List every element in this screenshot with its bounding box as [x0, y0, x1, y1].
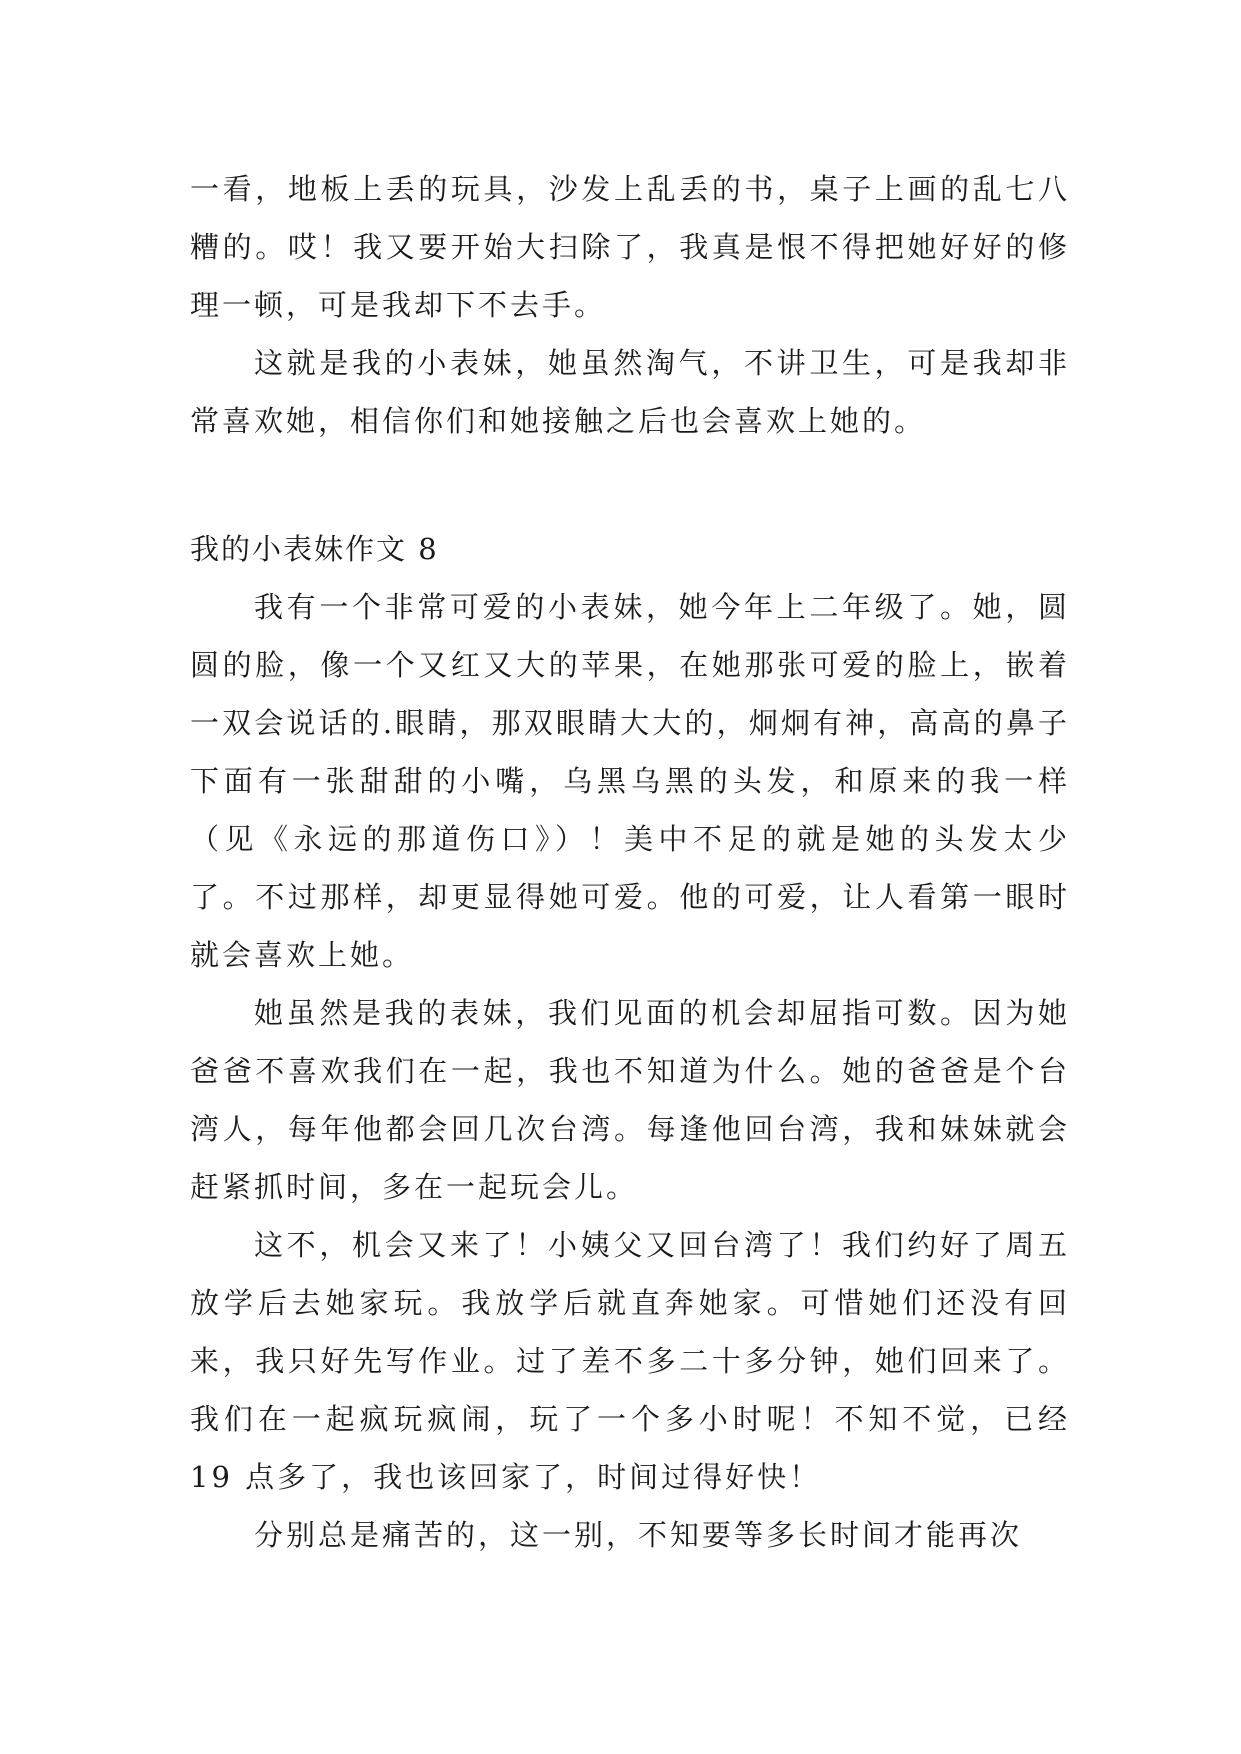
paragraph: 这不，机会又来了！小姨父又回台湾了！我们约好了周五放学后去她家玩。我放学后就直奔她家。可惜她们还没有回来，我只好先写作业。过了差不多二十多分钟，她们回来了。我们在一起疯玩疯闹，玩了一个多小时呢！不知不觉，已经 19 点多了，我也该回家了，时间过得好快！	[190, 1228, 1070, 1494]
document-body	[190, 160, 1070, 1564]
paragraph: 她虽然是我的表妹，我们见面的机会却屈指可数。因为她爸爸不喜欢我们在一起，我也不知道为什么。她的爸爸是个台湾人，每年他都会回几次台湾。每逢他回台湾，我和妹妹就会赶紧抓时间，多在一起玩会儿。	[190, 996, 1070, 1204]
paragraph: 这就是我的小表妹，她虽然淘气，不讲卫生，可是我却非常喜欢她，相信你们和她接触之后也会喜欢上她的。	[190, 346, 1070, 438]
paragraph: 一看，地板上丢的玩具，沙发上乱丢的书，桌子上画的乱七八糟的。哎！我又要开始大扫除了，我真是恨不得把她好好的修理一顿，可是我却下不去手。	[190, 172, 1070, 322]
paragraph: 我有一个非常可爱的小表妹，她今年上二年级了。她，圆圆的脸，像一个又红又大的苹果，在她那张可爱的脸上，嵌着一双会说话的.眼睛，那双眼睛大大的，炯炯有神，高高的鼻子下面有一张甜甜的小嘴，乌黑乌黑的头发，和原来的我一样（见《永远的那道伤口》）！美中不足的就是她的头发太少了。不过那样，却更显得她可爱。他的可爱，让人看第一眼时就会喜欢上她。	[190, 590, 1070, 972]
paragraph: 分别总是痛苦的，这一别，不知要等多长时间才能再次	[254, 1518, 1023, 1552]
section-title: 我的小表妹作文 8	[190, 532, 439, 566]
